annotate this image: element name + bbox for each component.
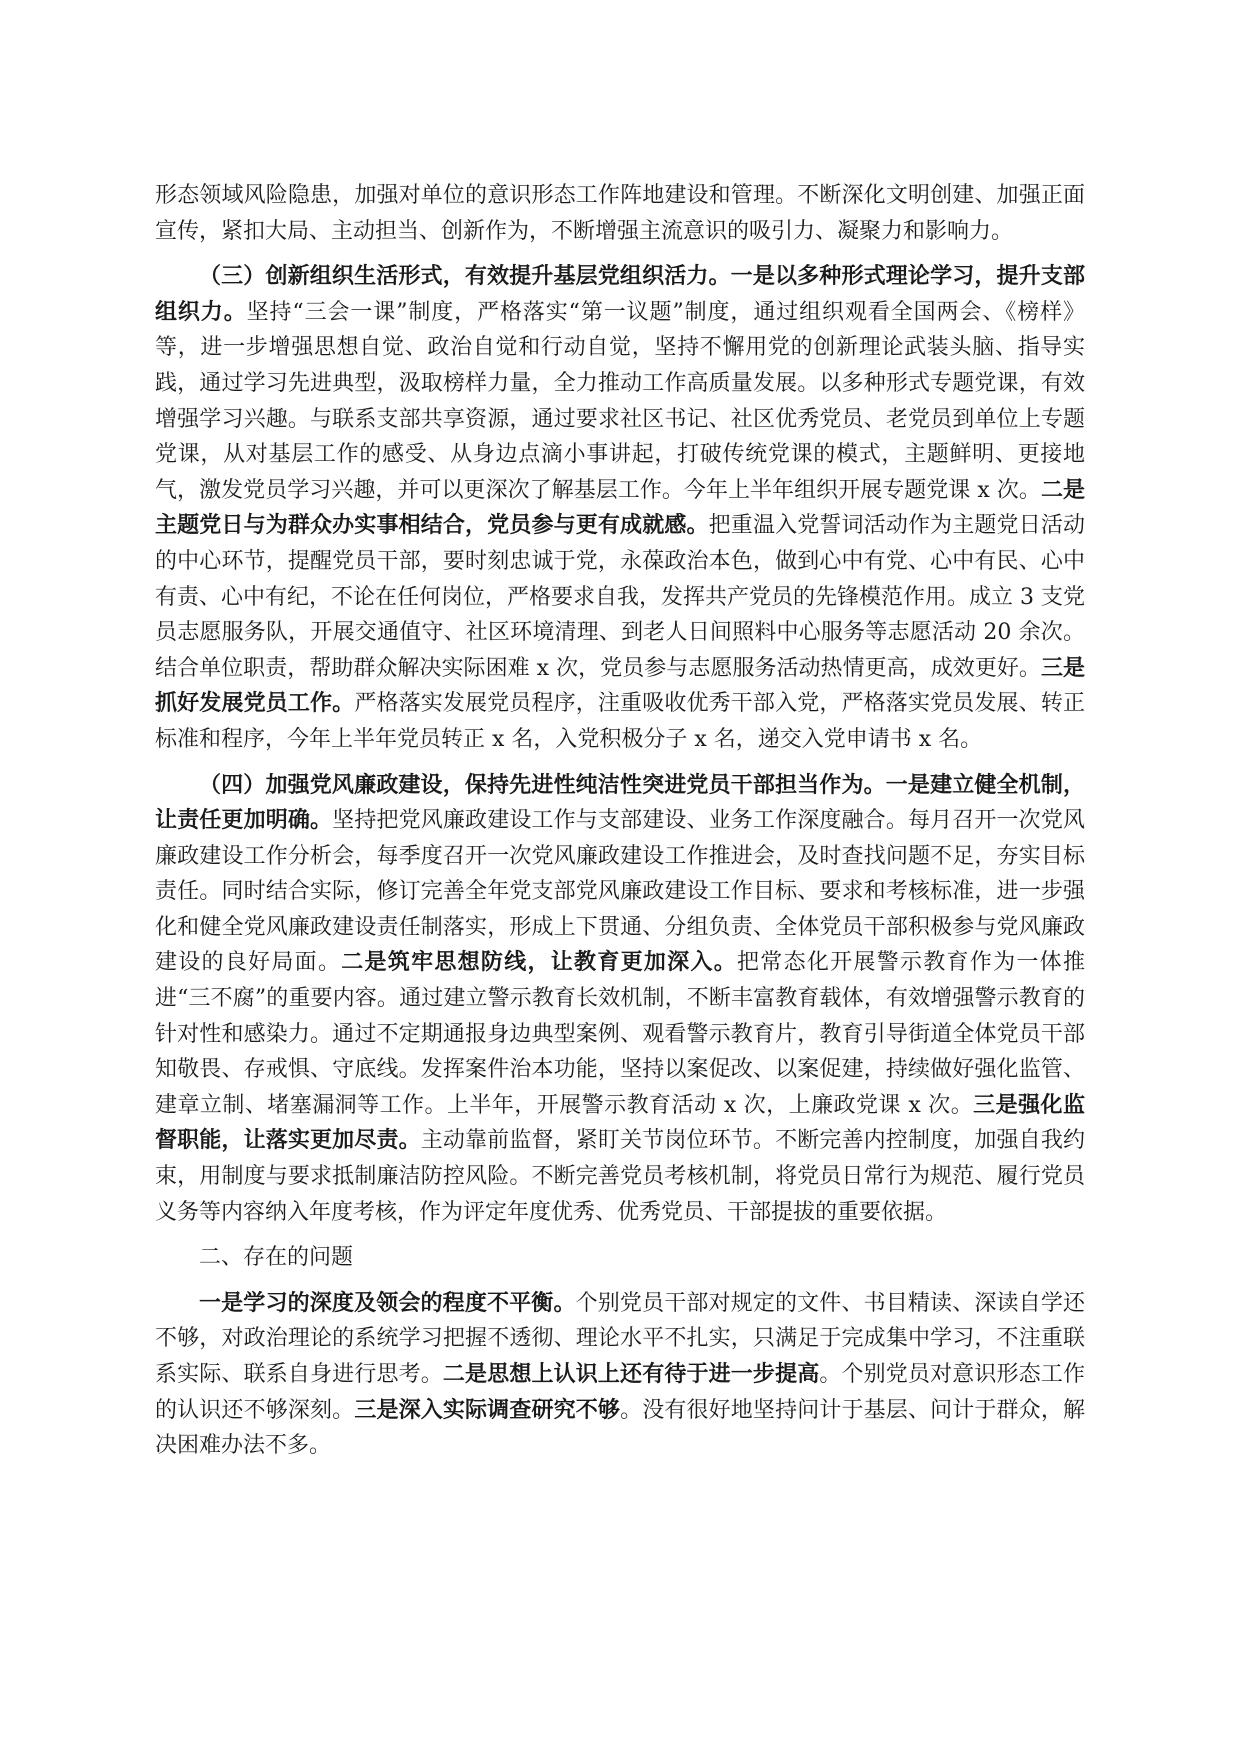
text-run: 坚持“三会一课”制度，严格落实“第一议题”制度，通过组织观看全国两会、《榜样》等，进一步增强思想自觉、政治自觉和行动自觉，坚持不懈用党的创新理论武装头脑、指导实践，通过学习先进典型，汲取榜样力量，全力推动工作高质量发展。以多种形式专题党课，有效增强学习兴趣。与联系支部共享资源，通过要求社区书记、社区优秀党员、老党员到单位上专题党课，从对基层工作的感受、从身边点滴小事讲起，打破传统党课的模式，主题鲜明、更接地气，激发党员学习兴趣，并可以更深次了解基层工作。今年上半年组织开展专题党课 x 次。 — [155, 299, 1085, 503]
section-heading-bold: （三）创新组织生活形式，有效提升基层党组织活力。一是以多种形式理论学习，提升支部组织力。 — [155, 263, 1085, 325]
text-run: 个别党员干部对规定的文件、书目精读、深读自学还不够，对政治理论的系统学习把握不透彻、理论水平不扎实，只满足于完成集中学习，不注重联系实际、联系自身进行思考。 — [155, 1290, 1085, 1387]
subheading-bold: 二是思想上认识上还有待于进一步提高 — [442, 1361, 820, 1387]
paragraph-continuation — [155, 178, 1085, 249]
text-run: 形态领域风险隐患，加强对单位的意识形态工作阵地建设和管理。不断深化文明创建、加强正面宣传，紧扣大局、主动担当、创新作为，不断增强主流意识的吸引力、凝聚力和影响力。 — [155, 183, 1085, 244]
paragraph-section-four — [155, 768, 1085, 1231]
subheading-bold: 三是深入实际调查研究不够 — [354, 1396, 621, 1423]
subheading-bold: 三是抓好发展党员工作。 — [155, 654, 1085, 717]
section-title-text: 二、存在的问题 — [199, 1245, 354, 1271]
document-page — [155, 178, 1085, 1474]
text-run: 严格落实发展党员程序，注重吸收优秀干部入党，严格落实党员发展、转正标准和程序，今年上半年党员转正 x 名，入党积极分子 x 名，递交入党申请书 x 名。 — [155, 691, 1085, 752]
section-title-problems — [155, 1240, 1085, 1276]
subheading-bold: 二是主题党日与为群众办实事相结合，党员参与更有成就感。 — [155, 476, 1085, 539]
text-run: 把重温入党誓词活动作为主题党日活动的中心环节，提醒党员干部，要时刻忠诚于党，永葆政治本色，做到心中有党、心中有民、心中有责、心中有纪，不论在任何岗位，严格要求自我，发挥共产党员的先锋模范作用。成立 3 支党员志愿服务队，开展交通值守、社区环境清理、到老人日间照料中心服务等志愿活动 20 余次。结合单位职责，帮助群众解决实际困难 x 次，党员参与志愿服务活动热情更高，成效更好。 — [155, 513, 1085, 681]
text-run: 。个别党员对意识形态工作的认识还不够深刻。 — [155, 1362, 1085, 1423]
text-run: 坚持把党风廉政建设工作与支部建设、业务工作深度融合。每月召开一次党风廉政建设工作分析会，每季度召开一次党风廉政建设工作推进会，及时查找问题不足，夯实目标责任。同时结合实际，修订完善全年党支部党风廉政建设工作目标、要求和考核标准，进一步强化和健全党风廉政建设责任制落实，形成上下贯通、分组负责、全体党员干部积极参与党风廉政建设的良好局面。 — [155, 808, 1085, 976]
paragraph-problems — [155, 1286, 1085, 1464]
section-heading-bold: （四）加强党风廉政建设，保持先进性纯洁性突进党员干部担当作为。一是建立健全机制，让责任更加明确。 — [155, 771, 1085, 834]
subheading-bold: 二是筑牢思想防线，让教育更加深入。 — [341, 949, 738, 976]
paragraph-section-three — [155, 259, 1085, 757]
subheading-bold: 三是强化监督职能，让落实更加尽责。 — [155, 1091, 1085, 1154]
text-run: 主动靠前监督，紧盯关节岗位环节。不断完善内控制度，加强自我约束，用制度与要求抵制廉洁防控风险。不断完善党员考核机制，将党员日常行为规范、履行党员义务等内容纳入年度考核，作为评定年度优秀、优秀党员、干部提拔的重要依据。 — [155, 1128, 1085, 1225]
text-run: 把常态化开展警示教育作为一体推进“三不腐”的重要内容。通过建立警示教育长效机制，不断丰富教育载体，有效增强警示教育的针对性和感染力。通过不定期通报身边典型案例、观看警示教育片，教育引导街道全体党员干部知敬畏、存戒惧、守底线。发挥案件治本功能，坚持以案促改、以案促建，持续做好强化监管、建章立制、堵塞漏洞等工作。上半年，开展警示教育活动 x 次，上廉政党课 x 次。 — [155, 950, 1085, 1118]
text-run: 。没有很好地坚持问计于基层、问计于群众，解决困难办法不多。 — [155, 1397, 1085, 1459]
subheading-bold: 一是学习的深度及领会的程度不平衡。 — [199, 1289, 576, 1316]
